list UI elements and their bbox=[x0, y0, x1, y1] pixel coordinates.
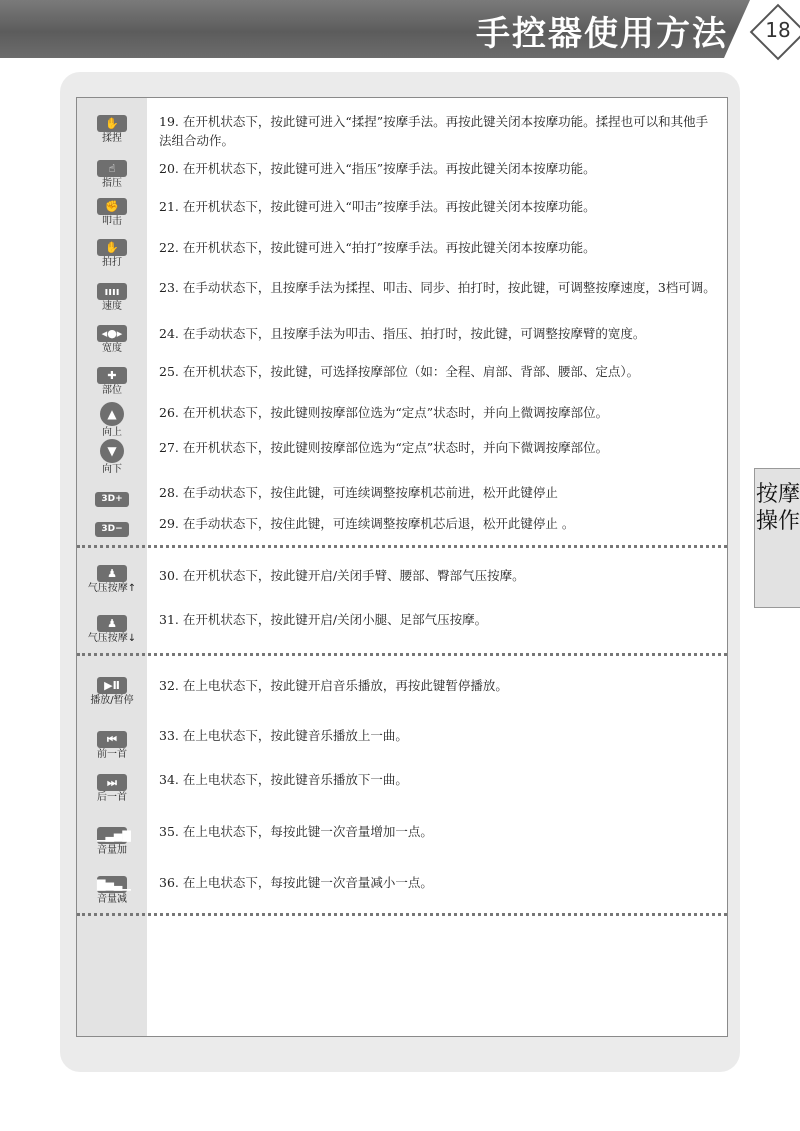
next-icon: ⏭ bbox=[97, 774, 127, 791]
key-label: 音量减 bbox=[97, 894, 127, 905]
air-upper-icon: ♟ bbox=[97, 565, 127, 582]
down-key bbox=[77, 439, 147, 476]
page-number: 18 bbox=[765, 18, 791, 42]
key-label: 前一首 bbox=[97, 749, 127, 760]
speed-key bbox=[77, 280, 147, 313]
3d-plus-icon: 3D+ bbox=[95, 492, 129, 507]
section-divider bbox=[77, 913, 727, 916]
key-label: 部位 bbox=[102, 385, 122, 396]
key-label: 速度 bbox=[102, 301, 122, 312]
key-label: 气压按摩↑ bbox=[87, 583, 137, 594]
play-pause-key bbox=[77, 674, 147, 707]
instruction-item: 27. 在开机状态下，按此键则按摩部位选为“定点”状态时，并向下微调按摩部位。 bbox=[159, 440, 609, 455]
instruction-item: 33. 在上电状态下，按此键音乐播放上一曲。 bbox=[159, 728, 408, 743]
position-icon: ✚ bbox=[97, 367, 127, 384]
up-icon: ▲ bbox=[100, 402, 124, 426]
press-icon: ☝ bbox=[97, 160, 127, 177]
instruction-item: 25. 在开机状态下，按此键，可选择按摩部位（如：全程、肩部、背部、腰部、定点）。 bbox=[159, 364, 640, 379]
section-divider bbox=[77, 545, 727, 548]
instruction-item: 23. 在手动状态下，且按摩手法为揉捏、叩击、同步、拍打时，按此键，可调整按摩速度，3档可调。 bbox=[159, 280, 716, 295]
3d-minus-icon: 3D− bbox=[95, 522, 129, 537]
instruction-item: 35. 在上电状态下，每按此键一次音量增加一点。 bbox=[159, 824, 433, 839]
instruction-item: 29. 在手动状态下，按住此键，可连续调整按摩机芯后退，松开此键停止 。 bbox=[159, 516, 575, 531]
volume-up-key bbox=[77, 824, 147, 857]
press-key bbox=[77, 157, 147, 190]
key-label: 向上 bbox=[102, 427, 122, 438]
previous-icon: ⏮ bbox=[97, 731, 127, 748]
width-key bbox=[77, 322, 147, 355]
down-icon: ▼ bbox=[100, 439, 124, 463]
instruction-item: 31. 在开机状态下，按此键开启/关闭小腿、足部气压按摩。 bbox=[159, 612, 488, 627]
air-upper-key bbox=[77, 562, 147, 595]
tap-icon: ✋ bbox=[97, 239, 127, 256]
section-tab bbox=[754, 468, 800, 608]
instruction-item: 21. 在开机状态下，按此键可进入“叩击”按摩手法。再按此键关闭本按摩功能。 bbox=[159, 199, 596, 214]
instruction-item: 22. 在开机状态下，按此键可进入“拍打”按摩手法。再按此键关闭本按摩功能。 bbox=[159, 240, 596, 255]
position-key bbox=[77, 364, 147, 397]
previous-key bbox=[77, 728, 147, 761]
key-label: 播放/暂停 bbox=[90, 695, 134, 706]
instruction-item: 36. 在上电状态下，每按此键一次音量减小一点。 bbox=[159, 875, 433, 890]
instruction-item: 24. 在手动状态下，且按摩手法为叩击、指压、拍打时，按此键，可调整按摩臂的宽度。 bbox=[159, 326, 646, 341]
key-label: 音量加 bbox=[97, 845, 127, 856]
page-title: 手控器使用方法 bbox=[476, 14, 728, 54]
air-lower-icon: ♟ bbox=[97, 615, 127, 632]
volume-down-icon: ▇▅▃▁ bbox=[97, 878, 131, 891]
speed-icon: ıııı bbox=[97, 283, 127, 300]
next-key bbox=[77, 771, 147, 804]
key-label: 气压按摩↓ bbox=[87, 633, 137, 644]
knock-icon: ✊ bbox=[97, 198, 127, 215]
section-divider bbox=[77, 653, 727, 656]
knead-icon: ✋ bbox=[97, 115, 127, 132]
knead-key bbox=[77, 112, 147, 145]
width-icon: ◂●▸ bbox=[97, 325, 127, 342]
play-pause-icon: ▶Ⅱ bbox=[97, 677, 127, 694]
key-label: 揉捏 bbox=[102, 133, 122, 144]
instruction-item: 30. 在开机状态下，按此键开启/关闭手臂、腰部、臀部气压按摩。 bbox=[159, 568, 525, 583]
key-label: 宽度 bbox=[102, 343, 122, 354]
key-label: 向下 bbox=[102, 464, 122, 475]
instruction-item: 28. 在手动状态下，按住此键，可连续调整按摩机芯前进，松开此键停止 bbox=[159, 485, 558, 500]
instruction-item: 19. 在开机状态下，按此键可进入“揉捏”按摩手法。再按此键关闭本按摩功能。揉捏也可以和其他手法组合动作。 bbox=[159, 114, 709, 148]
instruction-item: 34. 在上电状态下，按此键音乐播放下一曲。 bbox=[159, 772, 408, 787]
key-label: 拍打 bbox=[102, 257, 122, 268]
section-tab-label: 按摩操作 bbox=[755, 482, 800, 534]
instruction-item: 32. 在上电状态下，按此键开启音乐播放，再按此键暂停播放。 bbox=[159, 678, 508, 693]
instruction-panel bbox=[76, 97, 728, 1037]
instruction-item: 20. 在开机状态下，按此键可进入“指压”按摩手法。再按此键关闭本按摩功能。 bbox=[159, 161, 596, 176]
instruction-item: 26. 在开机状态下，按此键则按摩部位选为“定点”状态时，并向上微调按摩部位。 bbox=[159, 405, 609, 420]
key-label: 叩击 bbox=[102, 216, 122, 227]
up-key bbox=[77, 402, 147, 439]
key-label: 后一首 bbox=[97, 792, 127, 803]
volume-down-key bbox=[77, 873, 147, 906]
key-label: 指压 bbox=[102, 178, 122, 189]
3d-plus-key bbox=[77, 486, 147, 507]
3d-minus-key bbox=[77, 516, 147, 537]
tap-key bbox=[77, 236, 147, 269]
air-lower-key bbox=[77, 612, 147, 645]
knock-key bbox=[77, 195, 147, 228]
volume-up-icon: ▁▃▅▇ bbox=[97, 829, 131, 842]
